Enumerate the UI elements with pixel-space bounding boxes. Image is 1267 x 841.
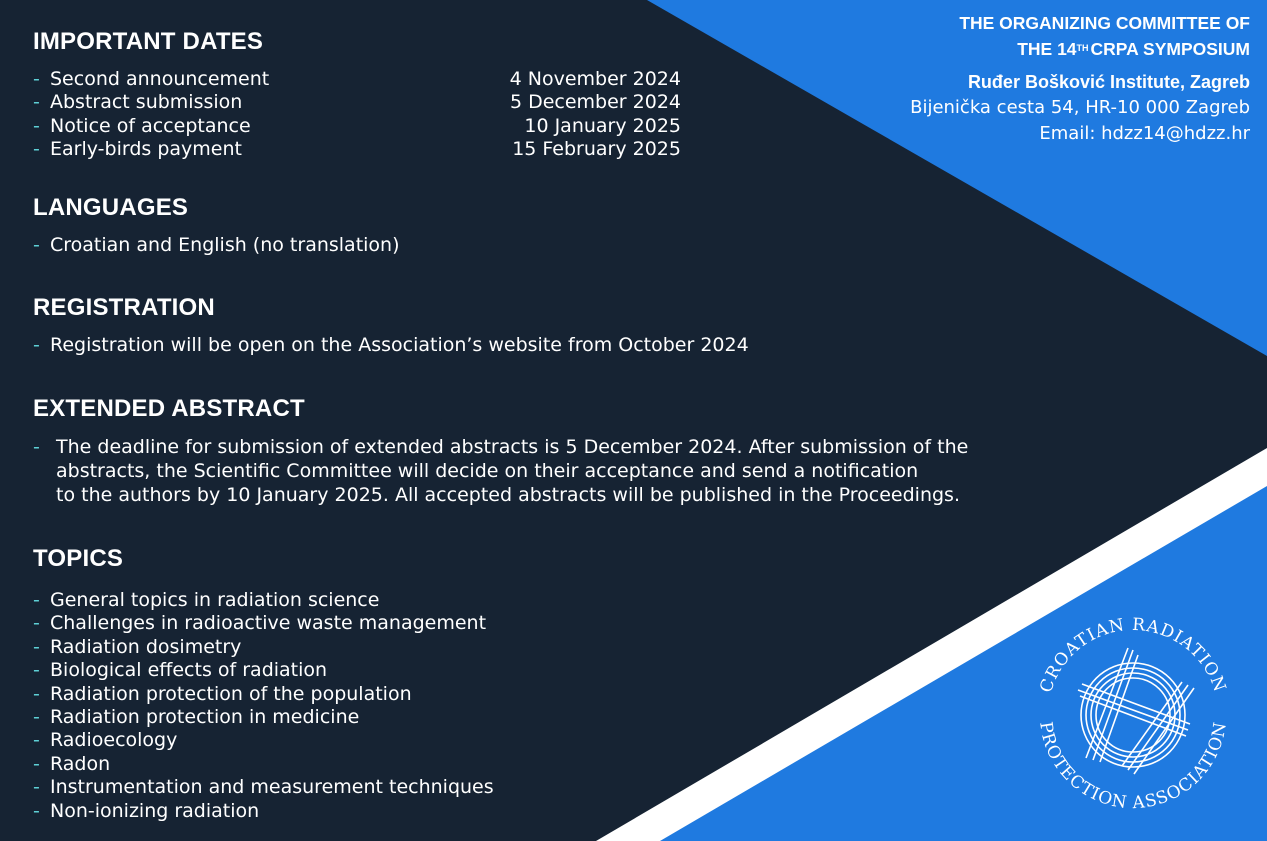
- topic-item: [33, 753, 494, 776]
- organizer-email[interactable]: Email: hdzz14@hdzz.hr: [1039, 123, 1250, 144]
- languages-list: [33, 234, 400, 257]
- list-item: [33, 234, 400, 257]
- list-item: [33, 334, 749, 357]
- date-label: Notice of acceptance: [50, 114, 251, 137]
- dash-bullet: -: [33, 776, 40, 799]
- extended-abstract-heading: EXTENDED ABSTRACT: [33, 395, 305, 422]
- topics-heading: TOPICS: [33, 545, 124, 572]
- paragraph-line: The deadline for submission of extended abstracts is 5 December 2024. After submission of the: [56, 436, 969, 458]
- date-row: [33, 115, 681, 138]
- topic-item: [33, 776, 494, 799]
- organizer-block: [910, 10, 1250, 147]
- organizer-title-line2: [910, 36, 1250, 62]
- dash-bullet: -: [33, 589, 40, 611]
- dash-bullet: -: [33, 635, 40, 658]
- dash-bullet: -: [33, 659, 40, 682]
- topic-item: [33, 683, 494, 706]
- date-row: [33, 138, 681, 161]
- title-suffix: CRPA SYMPOSIUM: [1090, 39, 1250, 59]
- topic-item: [33, 636, 494, 659]
- topics-list: [33, 589, 494, 823]
- dash-bullet: -: [33, 334, 40, 356]
- registration-list: [33, 334, 749, 357]
- topic-text: Instrumentation and measurement techniques: [50, 776, 494, 799]
- topic-text: Non-ionizing radiation: [50, 799, 260, 822]
- dash-bullet: -: [33, 234, 40, 256]
- title-prefix: THE 14: [1017, 39, 1077, 59]
- crpa-logo: [1018, 600, 1248, 830]
- dash-bullet: -: [33, 706, 40, 729]
- date-value: 5 December 2024: [509, 91, 681, 114]
- language-text: Croatian and English (no translation): [50, 234, 400, 256]
- registration-text: Registration will be open on the Association’s website from October 2024: [50, 334, 749, 356]
- date-label: Second announcement: [50, 68, 270, 90]
- date-value: 4 November 2024: [509, 68, 681, 90]
- topic-text: Challenges in radioactive waste management: [50, 612, 487, 635]
- topic-item: [33, 800, 494, 823]
- important-dates-list: [33, 68, 681, 162]
- dash-bullet: -: [33, 91, 40, 114]
- organizer-institute: Ruđer Bošković Institute, Zagreb: [967, 72, 1250, 92]
- topic-text: Radiation dosimetry: [50, 635, 242, 658]
- registration-heading: REGISTRATION: [33, 294, 215, 321]
- topic-text: Radiation protection of the population: [50, 682, 412, 705]
- extended-abstract-body: [56, 435, 1046, 507]
- topic-text: Biological effects of radiation: [50, 659, 328, 682]
- organizer-address: Bijenička cesta 54, HR-10 000 Zagreb: [910, 97, 1250, 118]
- languages-heading: LANGUAGES: [33, 194, 189, 221]
- date-row: [33, 68, 681, 91]
- dash-bullet: -: [33, 682, 40, 705]
- topic-text: Radiation protection in medicine: [50, 706, 360, 729]
- dash-bullet: -: [33, 729, 40, 752]
- logo-text-bottom: PROTECTION ASSOCIATION: [1035, 720, 1231, 814]
- topic-item: [33, 729, 494, 752]
- dash-bullet: -: [33, 612, 40, 635]
- date-label: Abstract submission: [50, 91, 243, 114]
- important-dates-heading: IMPORTANT DATES: [33, 28, 264, 55]
- dash-bullet: -: [33, 68, 40, 90]
- paragraph-line: to the authors by 10 January 2025. All accepted abstracts will be published in the Proceedings.: [56, 484, 960, 506]
- dash-bullet: -: [33, 138, 40, 161]
- dash-bullet: -: [33, 799, 40, 822]
- date-row: [33, 91, 681, 114]
- dash-bullet: -: [33, 752, 40, 775]
- organizer-title-line1: THE ORGANIZING COMMITTEE OF: [959, 13, 1250, 33]
- date-value: 10 January 2025: [524, 114, 681, 137]
- dash-bullet: -: [33, 114, 40, 137]
- date-label: Early-birds payment: [50, 138, 242, 161]
- dash-bullet: -: [33, 436, 40, 458]
- triskelion-knot-icon: [1078, 648, 1194, 774]
- paragraph-line: abstracts, the Scientific Committee will decide on their acceptance and send a notification: [56, 460, 919, 482]
- topic-item: [33, 706, 494, 729]
- topic-item: [33, 612, 494, 635]
- date-value: 15 February 2025: [512, 138, 681, 161]
- topic-text: Radon: [50, 752, 111, 775]
- topic-item: [33, 659, 494, 682]
- logo-text-top: CROATIAN RADIATION: [1036, 614, 1230, 696]
- topic-item: [33, 589, 494, 612]
- topic-text: Radioecology: [50, 729, 178, 752]
- topic-text: General topics in radiation science: [50, 589, 380, 611]
- extended-abstract-paragraph: [33, 435, 1046, 507]
- title-superscript: TH: [1076, 43, 1089, 53]
